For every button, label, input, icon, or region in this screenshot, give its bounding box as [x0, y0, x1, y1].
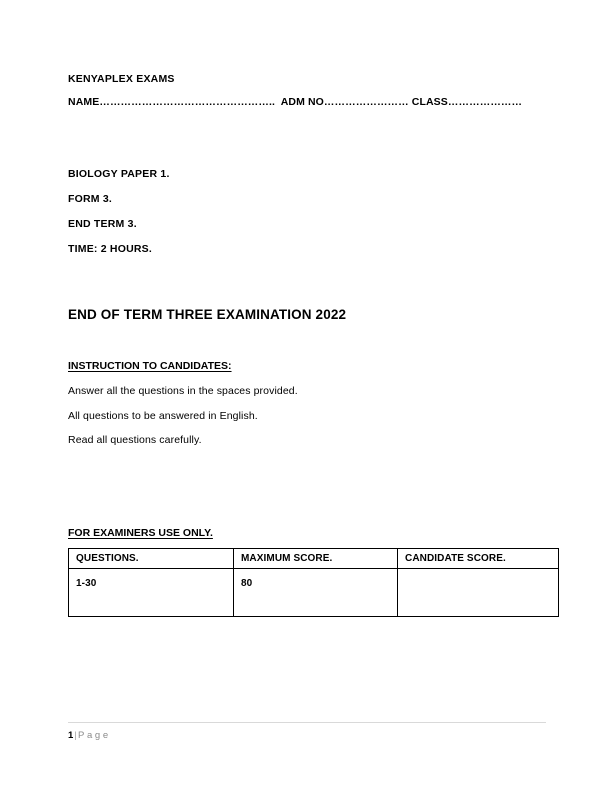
score-table — [68, 548, 559, 617]
column-header-maximum-score: MAXIMUM SCORE. — [234, 549, 398, 569]
instruction-item: Answer all the questions in the spaces provided. — [68, 385, 298, 397]
table-header-row — [69, 549, 559, 569]
column-header-candidate-score: CANDIDATE SCORE. — [398, 549, 559, 569]
organization-title: KENYAPLEX EXAMS — [68, 73, 175, 85]
paper-meta-block — [68, 168, 170, 268]
footer-page-label: Page — [77, 730, 111, 741]
examiners-use-heading: FOR EXAMINERS USE ONLY. — [68, 527, 213, 539]
cell-candidate-score — [398, 569, 559, 617]
instruction-item: All questions to be answered in English. — [68, 409, 258, 422]
meta-line-subject: BIOLOGY PAPER 1. — [68, 168, 170, 180]
footer-page-number: 1 — [68, 730, 74, 741]
footer-divider — [68, 722, 546, 723]
cell-questions-range: 1-30 — [69, 569, 234, 617]
footer-separator: | — [74, 730, 77, 741]
instruction-item: Read all questions carefully. — [68, 434, 202, 446]
instructions-heading: INSTRUCTION TO CANDIDATES: — [68, 360, 232, 372]
instructions-block — [68, 360, 298, 459]
page-footer — [68, 730, 111, 741]
meta-line-form: FORM 3. — [68, 193, 113, 206]
cell-maximum-score: 80 — [234, 569, 398, 617]
page-title: END OF TERM THREE EXAMINATION 2022 — [68, 307, 347, 322]
candidate-identity-line: NAME………………………………………….. ADM NO…………………… CLASS………………… — [68, 96, 523, 108]
meta-line-time: TIME: 2 HOURS. — [68, 243, 153, 256]
column-header-questions: QUESTIONS. — [69, 549, 234, 569]
table-row — [69, 569, 559, 617]
meta-line-term: END TERM 3. — [68, 218, 137, 231]
